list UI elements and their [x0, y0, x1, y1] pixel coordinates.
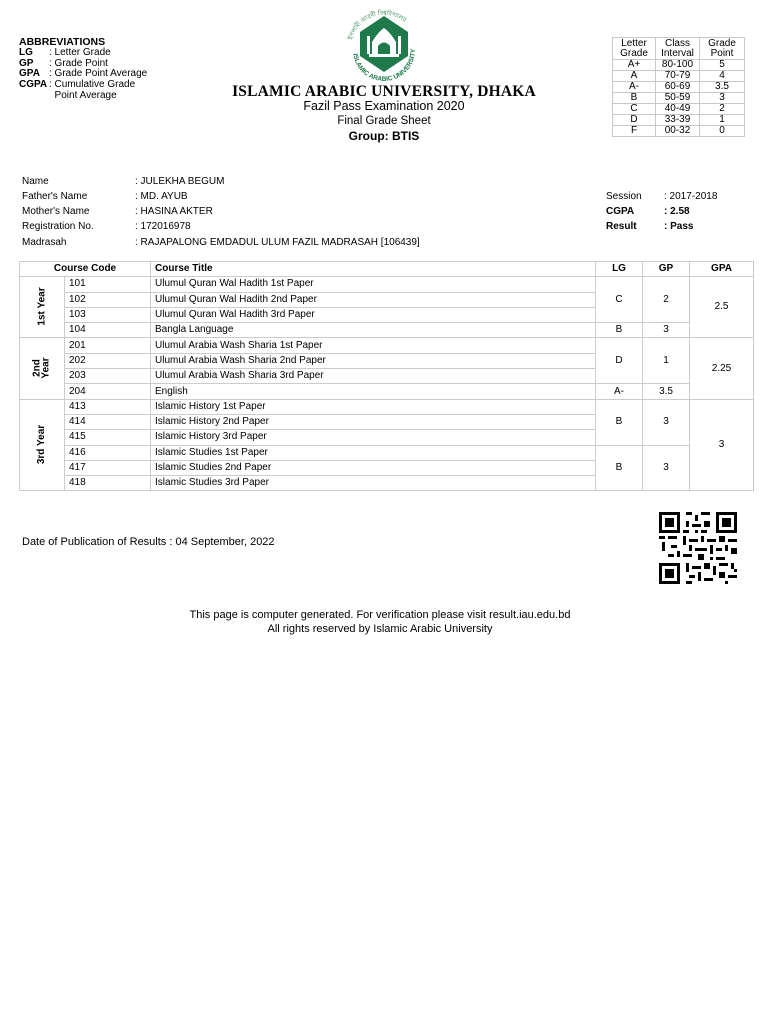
- grade-key-row: C 40-49 2: [613, 104, 745, 115]
- madrasah-name: : RAJAPALONG EMDADUL ULUM FAZIL MADRASAH [106439]: [135, 237, 420, 248]
- table-row: 415 Islamic History 3rd Paper: [20, 430, 754, 445]
- letter-grade: B: [596, 323, 643, 338]
- sheet-title: Final Grade Sheet: [337, 115, 431, 127]
- marks-table: [19, 261, 754, 491]
- grade-point: 3: [643, 323, 690, 338]
- rights-note: All rights reserved by Islamic Arabic University: [267, 623, 493, 635]
- letter-grade: D: [596, 338, 643, 384]
- mother-label: Mother's Name: [22, 206, 90, 217]
- grade-key-row: A 70-79 4: [613, 71, 745, 82]
- table-row: 203 Ulumul Arabia Wash Sharia 3rd Paper: [20, 369, 754, 384]
- abbreviations-heading: ABBREVIATIONS: [19, 36, 106, 48]
- grade-point: 1: [643, 338, 690, 384]
- grade-key-row: B 50-59 3: [613, 93, 745, 104]
- abbreviation-item: GPA : Grade Point Average: [19, 68, 148, 80]
- publication-date: Date of Publication of Results : 04 September, 2022: [22, 536, 275, 548]
- result-label: Result: [606, 221, 637, 232]
- grade-key-header: Grade Point: [700, 38, 745, 60]
- grade-key-row: A+ 80-100 5: [613, 60, 745, 71]
- letter-grade: C: [596, 277, 643, 323]
- year-label: 1st Year: [20, 277, 65, 338]
- father-label: Father's Name: [22, 191, 88, 202]
- session-label: Session: [606, 191, 642, 202]
- grade-key-row: D 33-39 1: [613, 115, 745, 126]
- mother-name: : HASINA AKTER: [135, 206, 213, 217]
- grade-point: 3: [643, 445, 690, 491]
- grade-point: 3.5: [643, 384, 690, 399]
- registration-number: : 172016978: [135, 221, 191, 232]
- grade-key-table: [612, 37, 745, 137]
- grade-key-header: Letter Grade: [613, 38, 656, 60]
- letter-grade: A-: [596, 384, 643, 399]
- university-name: ISLAMIC ARABIC UNIVERSITY, DHAKA: [232, 83, 536, 100]
- table-row: 417 Islamic Studies 2nd Paper: [20, 460, 754, 475]
- group-title: Group: BTIS: [348, 129, 420, 143]
- table-row: 202 Ulumul Arabia Wash Sharia 2nd Paper: [20, 353, 754, 368]
- svg-text:ইসলামী আরবী বিশ্ববিদ্যালয়: ইসলামী আরবী বিশ্ববিদ্যালয়: [347, 9, 408, 41]
- name-label: Name: [22, 176, 49, 187]
- table-row: 204 English A- 3.5: [20, 384, 754, 399]
- qr-code-icon: [659, 512, 737, 584]
- marks-header-row: [20, 262, 754, 277]
- cgpa-value: : 2.58: [664, 206, 690, 217]
- grade-point: 2: [643, 277, 690, 323]
- father-name: : MD. AYUB: [135, 191, 188, 202]
- verification-note: This page is computer generated. For verification please visit result.iau.edu.bd: [189, 609, 571, 621]
- result-value: : Pass: [664, 221, 694, 232]
- header-course-title: Course Title: [151, 262, 596, 277]
- year-gpa: 3: [690, 399, 754, 491]
- letter-grade: B: [596, 399, 643, 445]
- table-row: 104 Bangla Language B 3: [20, 323, 754, 338]
- table-row: 102 Ulumul Quran Wal Hadith 2nd Paper: [20, 292, 754, 307]
- abbreviation-item: CGPA : Cumulative Grade: [19, 79, 136, 91]
- table-row: 2nd Year 201 Ulumul Arabia Wash Sharia 1st Paper D 1 2.25: [20, 338, 754, 353]
- table-row: 418 Islamic Studies 3rd Paper: [20, 476, 754, 491]
- grade-key-row: F 00-32 0: [613, 126, 745, 137]
- exam-title: Fazil Pass Examination 2020: [303, 99, 465, 113]
- year-label: 3rd Year: [20, 399, 65, 491]
- header-lg: LG: [596, 262, 643, 277]
- letter-grade: B: [596, 445, 643, 491]
- year-gpa: 2.5: [690, 277, 754, 338]
- table-row: 103 Ulumul Quran Wal Hadith 3rd Paper: [20, 307, 754, 322]
- grade-key-header: Class Interval: [656, 38, 700, 60]
- year-label: 2nd Year: [20, 338, 65, 399]
- abbreviation-item: LG : Letter Grade: [19, 46, 111, 58]
- table-row: 416 Islamic Studies 1st Paper B 3: [20, 445, 754, 460]
- grade-point: 3: [643, 399, 690, 445]
- table-row: 414 Islamic History 2nd Paper: [20, 414, 754, 429]
- university-logo: [339, 6, 429, 86]
- session-value: : 2017-2018: [664, 191, 718, 202]
- svg-text:ISLAMIC ARABIC UNIVERSITY: ISLAMIC ARABIC UNIVERSITY: [351, 48, 418, 84]
- header-course-code: Course Code: [20, 262, 151, 277]
- cgpa-label: CGPA: [606, 206, 635, 217]
- table-row: 3rd Year 413 Islamic History 1st Paper B 3 3: [20, 399, 754, 414]
- table-row: 1st Year 101 Ulumul Quran Wal Hadith 1st Paper C 2 2.5: [20, 277, 754, 292]
- abbreviation-item: Point Average: [49, 89, 117, 101]
- year-gpa: 2.25: [690, 338, 754, 399]
- header-gpa: GPA: [690, 262, 754, 277]
- madrasah-label: Madrasah: [22, 237, 67, 248]
- abbreviation-item: GP : Grade Point: [19, 57, 108, 69]
- header-gp: GP: [643, 262, 690, 277]
- registration-label: Registration No.: [22, 221, 94, 232]
- grade-key-row: A- 60-69 3.5: [613, 82, 745, 93]
- student-name: : JULEKHA BEGUM: [135, 176, 225, 187]
